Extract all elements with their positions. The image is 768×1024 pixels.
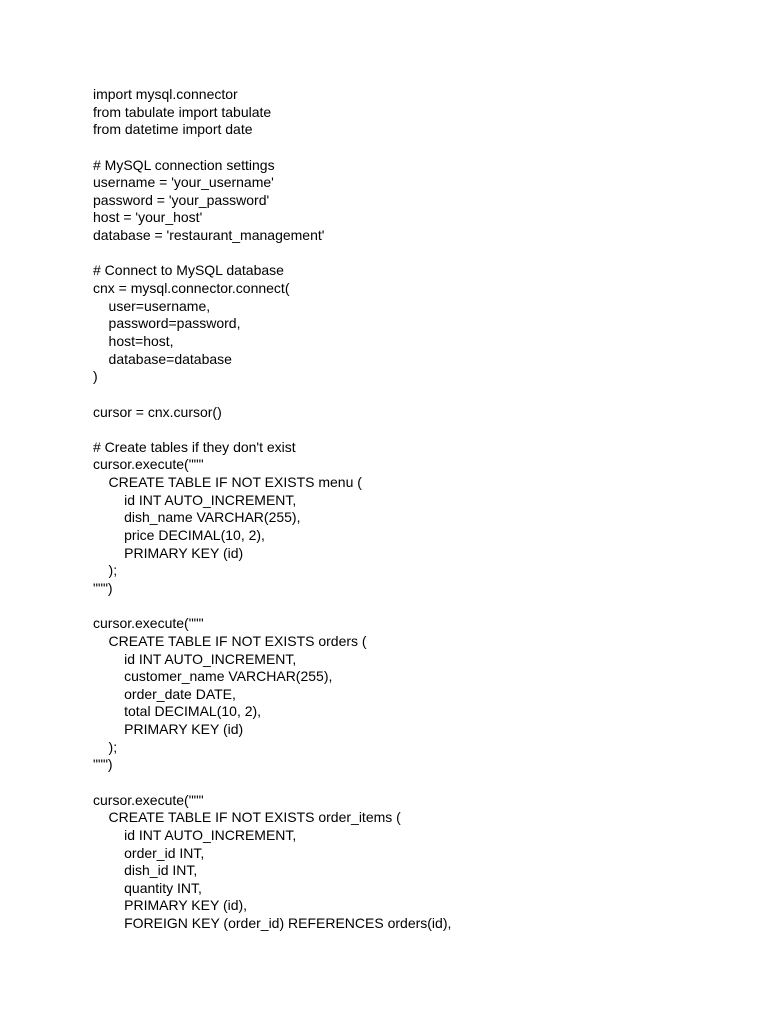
code-line: """)	[93, 756, 113, 773]
code-line	[93, 598, 451, 616]
code-line: PRIMARY KEY (id),	[93, 897, 248, 914]
code-line: """)	[93, 579, 113, 596]
code-line: id INT AUTO_INCREMENT,	[93, 650, 297, 667]
code-listing	[93, 86, 451, 933]
code-line: dish_id INT,	[93, 862, 198, 879]
code-line: quantity INT,	[93, 879, 202, 896]
code-line: );	[93, 738, 118, 755]
code-line: # MySQL connection settings	[93, 156, 275, 173]
code-line: order_date DATE,	[93, 685, 236, 702]
code-line: CREATE TABLE IF NOT EXISTS menu (	[93, 474, 362, 491]
code-line: );	[93, 562, 118, 579]
code-line: FOREIGN KEY (order_id) REFERENCES orders(id),	[93, 915, 452, 932]
code-line: # Create tables if they don't exist	[93, 438, 296, 455]
code-line	[93, 774, 451, 792]
code-line: CREATE TABLE IF NOT EXISTS orders (	[93, 632, 367, 649]
code-line: cnx = mysql.connector.connect(	[93, 280, 290, 297]
code-line: import mysql.connector	[93, 86, 238, 102]
code-line: from tabulate import tabulate	[93, 103, 272, 120]
code-line: price DECIMAL(10, 2),	[93, 527, 265, 544]
code-line: cursor.execute("""	[93, 456, 204, 473]
code-line: host=host,	[93, 332, 174, 349]
code-line: total DECIMAL(10, 2),	[93, 703, 262, 720]
code-line: cursor.execute("""	[93, 615, 204, 632]
code-line: id INT AUTO_INCREMENT,	[93, 491, 297, 508]
code-line: PRIMARY KEY (id)	[93, 721, 244, 738]
code-line: id INT AUTO_INCREMENT,	[93, 826, 297, 843]
code-line: password=password,	[93, 315, 241, 332]
code-line	[93, 421, 451, 439]
code-line: # Connect to MySQL database	[93, 262, 284, 279]
code-line: customer_name VARCHAR(255),	[93, 668, 333, 685]
code-line: username = 'your_username'	[93, 174, 274, 191]
code-line: )	[93, 368, 98, 385]
code-line: dish_name VARCHAR(255),	[93, 509, 301, 526]
code-line: host = 'your_host'	[93, 209, 203, 226]
code-line: user=username,	[93, 297, 211, 314]
code-line	[93, 386, 451, 404]
code-line: password = 'your_password'	[93, 191, 270, 208]
code-line: cursor = cnx.cursor()	[93, 403, 222, 420]
code-line: order_id INT,	[93, 844, 205, 861]
code-line	[93, 245, 451, 263]
code-line: PRIMARY KEY (id)	[93, 544, 244, 561]
code-line: database = 'restaurant_management'	[93, 227, 325, 244]
code-line: CREATE TABLE IF NOT EXISTS order_items (	[93, 809, 401, 826]
code-line: database=database	[93, 350, 232, 367]
code-line	[93, 139, 451, 157]
code-line: cursor.execute("""	[93, 791, 204, 808]
code-line: from datetime import date	[93, 121, 253, 138]
